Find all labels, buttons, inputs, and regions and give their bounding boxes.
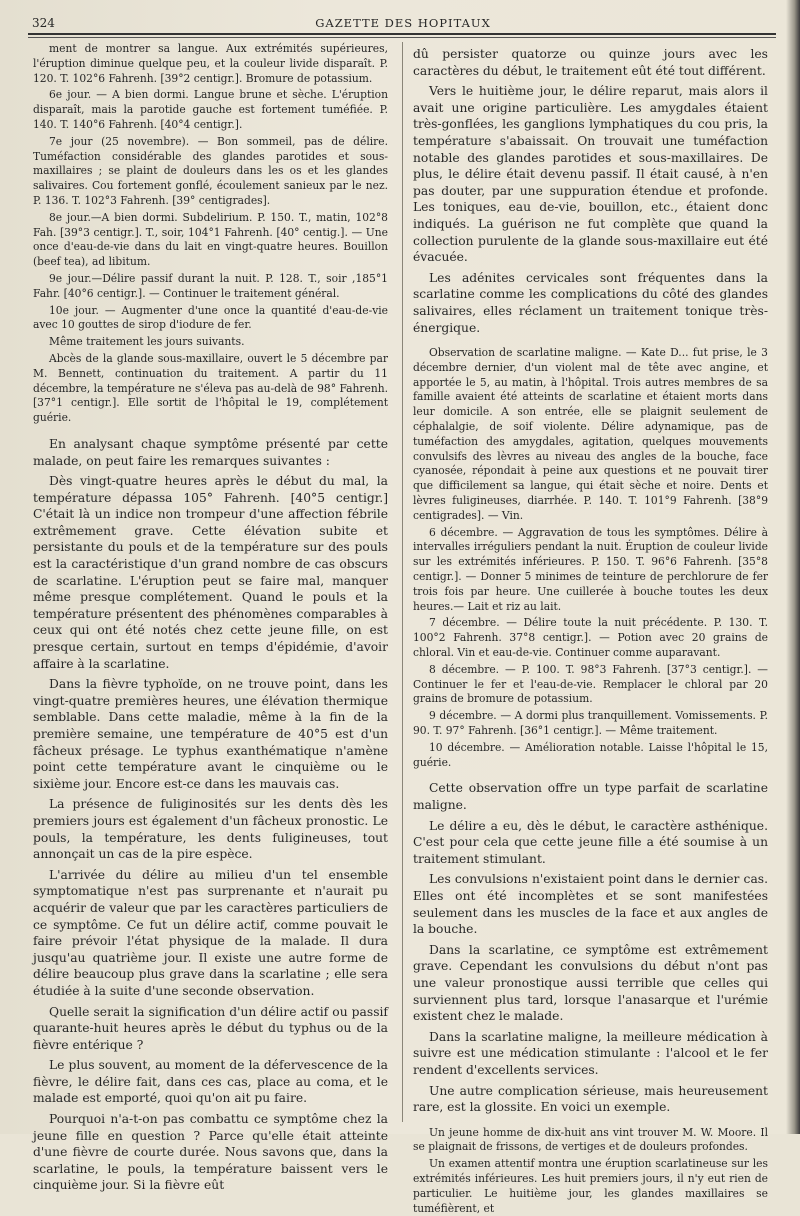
paragraph: 10e jour. — Augmenter d'une once la quantité d'eau-de-vie avec 10 gouttes de sirop d'iodure de fer.	[33, 303, 388, 332]
paragraph: Un jeune homme de dix-huit ans vint trouver M. W. Moore. Il se plaignait de frissons, de vertiges et de douleurs profondes.	[413, 1125, 768, 1154]
paragraph: 6e jour. — A bien dormi. Langue brune et sèche. L'éruption disparaît, mais la parotide gauche est fortement tuméfiée. P. 140. T. 140°6 Fahrenh. [40°4 centigr.].	[33, 88, 388, 131]
left-column	[33, 42, 388, 1193]
paragraph: 9e jour.—Délire passif durant la nuit. P. 128. T., soir ,185°1 Fahr. [40°6 centigr.]. — Continuer le traitement général.	[33, 271, 388, 300]
paragraph: 7 décembre. — Délire toute la nuit précédente. P. 130. T. 100°2 Fahrenh. 37°8 centigr.]. — Potion avec 20 grains de chloral. Vin et eau-de-vie. Continuer comme auparavant.	[413, 616, 768, 660]
paragraph: 10 décembre. — Amélioration notable. Laisse l'hôpital le 15, guérie.	[413, 740, 768, 769]
paragraph: Pourquoi n'a-t-on pas combattu ce symptôme chez la jeune fille en question ? Parce qu'elle était atteinte d'une fièvre de courte durée. Nous savons que, dans la scarlatine, le pouls, la température baissent vers le cinquième jour. Si la fièvre eût	[33, 1112, 388, 1193]
page-number: 324	[32, 16, 55, 30]
paragraph: Dans la scarlatine maligne, la meilleure médication à suivre est une médication stimulante : l'alcool et le fer rendent d'excellents services.	[413, 1029, 768, 1077]
paragraph: 8 décembre. — P. 100. T. 98°3 Fahrenh. [37°3 centigr.]. — Continuer le fer et l'eau-de-vie. Remplacer le chloral par 20 grains de bromure de potassium.	[413, 662, 768, 706]
paragraph: Même traitement les jours suivants.	[49, 335, 245, 349]
paragraph: Observation de scarlatine maligne. — Kate D... fut prise, le 3 décembre dernier, d'un violent mal de tête avec angine, et apportée le 5, au matin, à l'hôpital. Trois autres membres de sa famille avaient été atteints de scarlatine et étaient morts dans leur domicile. A son entrée, elle se plaignit seulement de céphalalgie, de soif violente. Délire adynamique, pas de tuméfaction des amygdales, agitation, quelques mouvements convulsifs des lèvres au niveau des angles de la bouche, face cyanosée, répondait à peine aux questions et ne pouvait tirer que difficilement sa langue, qui était sèche et noire. Dents et lèvres fuligineuses, diarrhée. P. 140. T. 101°9 Fahrenh. [38°9 centigrades]. — Vin.	[413, 346, 768, 522]
paragraph: 8e jour.—A bien dormi. Subdelirium. P. 150. T., matin, 102°8 Fah. [39°3 centigr.]. T., soir, 104°1 Fahrenh. [40° centig.]. — Une once d'eau-de-vie dans du lait en vingt-quatre heures. Bouillon (beef tea), ad libitum.	[33, 210, 388, 269]
paragraph: Dès vingt-quatre heures après le début du mal, la température dépassa 105° Fahrenh. [40°5 centigr.] C'était là un indice non trompeur d'une affection fébrile extrêmement grave. Cette élévation subite et persistante du pouls et de la température sur des pouls est la caractéristique d'un grand nombre de cas obscurs de scarlatine. L'éruption peut se faire mal, manquer même presque complétement. Quand le pouls et la température présentent des phénomènes comparables à ceux qui ont été notés chez cette jeune fille, on est presque certain, surtout en temps d'épidémie, d'avoir affaire à la scarlatine.	[33, 474, 388, 671]
paragraph: ment de montrer sa langue. Aux extrémités supérieures, l'éruption diminue quelque peu, et la couleur livide disparaît. P. 120. T. 102°6 Fahrenh. [39°2 centigr.]. Bromure de potassium.	[33, 42, 388, 85]
paragraph: 7e jour (25 novembre). — Bon sommeil, pas de délire. Tuméfaction considérable des glandes parotides et sous-maxillaires ; se plaint de douleurs dans les os et les glandes salivaires. Cou fortement gonflé, écoulement sanieux par le nez. P. 136. T. 102°3 Fahrenh. [39° centigrades].	[33, 134, 388, 207]
paragraph: 6 décembre. — Aggravation de tous les symptômes. Délire à intervalles irréguliers pendant la nuit. Éruption de couleur livide sur les extrémités inférieures. P. 150. T. 96°6 Fahrenh. [35°8 centigr.]. — Donner 5 minimes de teinture de perchlorure de fer trois fois par heure. Une cuillerée à bouche toutes les deux heures.— Lait et riz au lait.	[413, 525, 768, 613]
paragraph: La présence de fuliginosités sur les dents dès les premiers jours est également d'un fâcheux pronostic. Le pouls, la température, les dents fuligineuses, tout annonçait un cas de la pire espèce.	[33, 797, 388, 862]
paragraph: Un examen attentif montra une éruption scarlatineuse sur les extrémités inférieures. Les huit premiers jours, il n'y eut rien de particulier. Le huitième jour, les glandes maxillaires se tuméfièrent, et	[413, 1157, 768, 1215]
running-title: GAZETTE DES HOPITAUX	[315, 16, 491, 30]
paragraph: 9 décembre. — A dormi plus tranquillement. Vomissements. P. 90. T. 97° Fahrenh. [36°1 centigr.]. — Même traitement.	[413, 709, 768, 738]
paragraph: Cette observation offre un type parfait de scarlatine maligne.	[413, 781, 768, 812]
binding-edge	[786, 0, 800, 1134]
paragraph: En analysant chaque symptôme présenté par cette malade, on peut faire les remarques suivantes :	[33, 436, 388, 468]
paragraph: Le délire a eu, dès le début, le caractère asthénique. C'est pour cela que cette jeune fille a été soumise à un traitement stimulant.	[413, 818, 768, 866]
header-rule	[28, 33, 776, 35]
right-column	[413, 42, 768, 1215]
paragraph: Les convulsions n'existaient point dans le dernier cas. Elles ont été incomplètes et se sont manifestées seulement dans les muscles de la face et aux angles de la bouche.	[413, 872, 768, 937]
paragraph: Vers le huitième jour, le délire reparut, mais alors il avait une origine particulière. Les amygdales étaient très-gonflées, les ganglions lymphatiques du cou pris, la température s'abaissait. On trouvait une tuméfaction notable des glandes parotides et sous-maxillaires. De plus, le délire était devenu passif. Il était causé, à n'en pas douter, par une suppuration étendue et profonde. Les toniques, eau de-vie, bouillon, etc., étaient donc indiqués. La guérison ne fut complète que quand la collection purulente de la glande sous-maxillaire eut été évacuée.	[413, 84, 768, 265]
paragraph: Les adénites cervicales sont fréquentes dans la scarlatine comme les complications du côté des glandes salivaires, elles réclament un traitement tonique très-énergique.	[413, 270, 768, 335]
paragraph: L'arrivée du délire au milieu d'un tel ensemble symptomatique n'est pas surprenante et n'aurait pu acquérir de valeur que par les caractères particuliers de ce symptôme. Ce fut un délire actif, comme pouvait le faire prévoir l'état physique de la malade. Il dura jusqu'au quatrième jour. Il existe une autre forme de délire beaucoup plus grave dans la scarlatine ; elle sera étudiée à la suite d'une seconde observation.	[33, 867, 388, 998]
paragraph: Le plus souvent, au moment de la défervescence de la fièvre, le délire fait, dans ces cas, place au coma, et le malade est emporté, quoi qu'on ait pu faire.	[33, 1058, 388, 1106]
paragraph: Une autre complication sérieuse, mais heureusement rare, est la glossite. En voici un exemple.	[413, 1083, 768, 1115]
paragraph: dû persister quatorze ou quinze jours avec les caractères du début, le traitement eût été tout différent.	[413, 47, 768, 78]
page-header	[32, 12, 774, 34]
paragraph: Abcès de la glande sous-maxillaire, ouvert le 5 décembre par M. Bennett, continuation du traitement. A partir du 11 décembre, la température ne s'éleva pas au-delà de 98° Fahrenh. [37°1 centigr.]. Elle sortit de l'hôpital le 19, complétement guérie.	[33, 351, 388, 425]
paragraph: Quelle serait la signification d'un délire actif ou passif quarante-huit heures après le début du typhus ou de la fièvre entérique ?	[33, 1004, 388, 1052]
paragraph: Dans la scarlatine, ce symptôme est extrêmement grave. Cependant les convulsions du début n'ont pas une valeur pronostique aussi terrible que celles qui surviennent plus tard, lorsque l'anasarque et l'urémie existent chez le malade.	[413, 942, 768, 1024]
column-divider	[402, 42, 403, 1122]
header-rule-thin	[28, 37, 776, 38]
paragraph: Dans la fièvre typhoïde, on ne trouve point, dans les vingt-quatre premières heures, une élévation thermique semblable. Dans cette maladie, même à la fin de la première semaine, une température de 40°5 est d'un fâcheux présage. Le typhus exanthématique n'amène point cette température avant le cinquième ou le sixième jour. Encore est-ce dans les mauvais cas.	[33, 677, 388, 791]
